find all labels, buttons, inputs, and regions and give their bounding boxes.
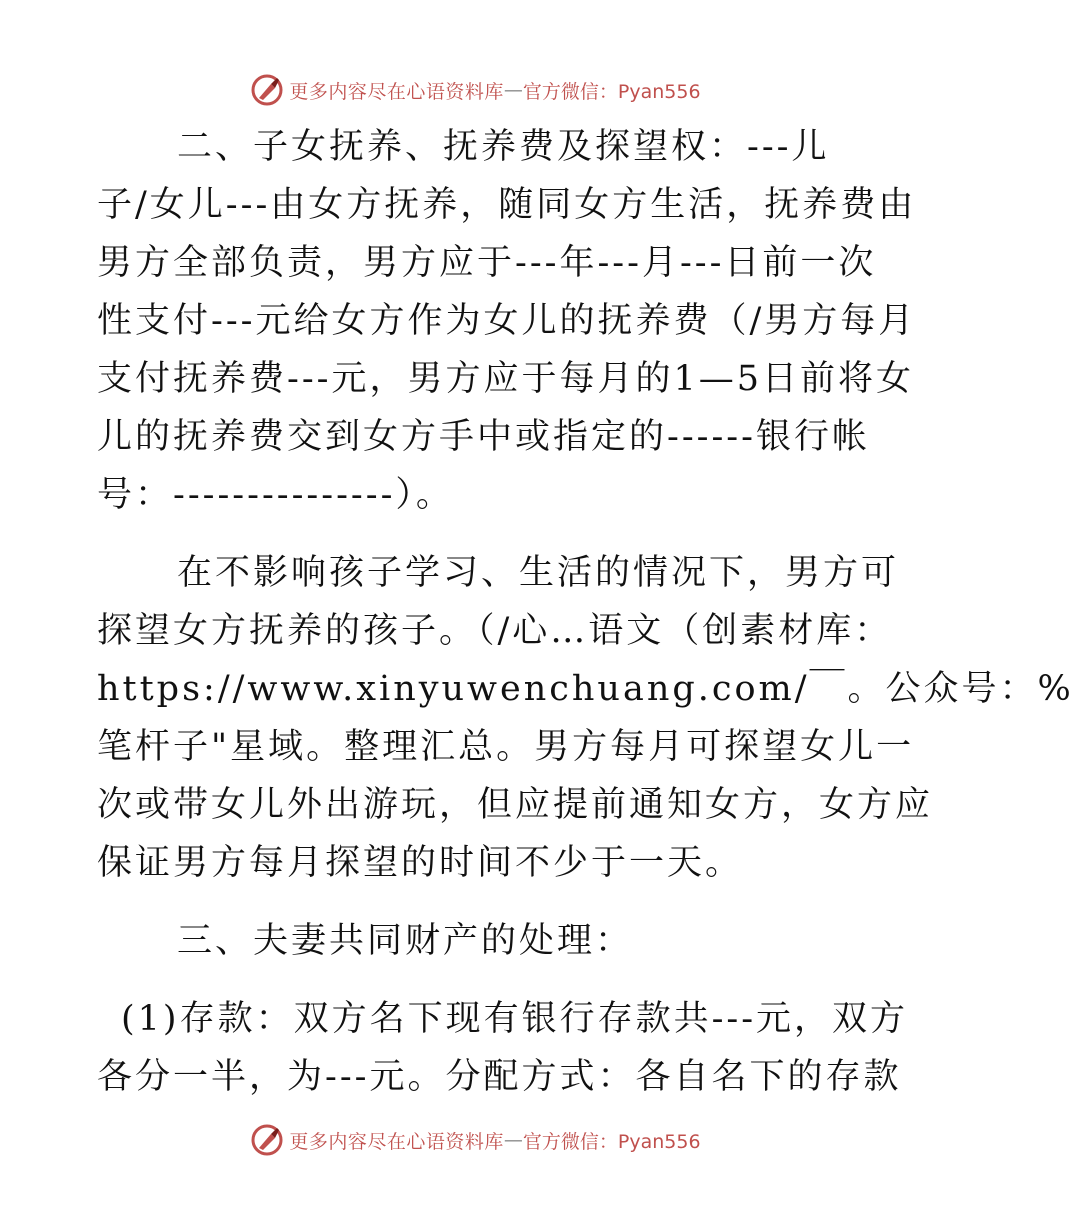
banner-wechat: 官方微信：Pyan556 [522, 1130, 701, 1153]
text-line: https://www.xinyuwenchuang.com/￣。公众号：% [97, 669, 1074, 709]
banner-text: 更多内容尽在心语资料库 [289, 80, 504, 103]
text-line: 在不影响孩子学习、生活的情况下，男方可 [177, 553, 900, 593]
header-banner [0, 72, 950, 108]
text-line: 各分一半，为---元。分配方式：各自名下的存款 [97, 1057, 902, 1097]
text-line: 号：---------------）。 [97, 475, 454, 515]
text-line: 次或带女儿外出游玩，但应提前通知女方，女方应 [97, 785, 934, 825]
text-line: 男方全部负责，男方应于---年---月---日前一次 [97, 243, 877, 283]
text-line: 二、子女抚养、抚养费及探望权：---儿 [177, 127, 830, 167]
pen-logo-icon [249, 1122, 285, 1158]
text-line: (1)存款：双方名下现有银行存款共---元，双方 [121, 999, 909, 1039]
text-line: 儿的抚养费交到女方手中或指定的------银行帐 [97, 417, 870, 457]
text-line: 性支付---元给女方作为女儿的抚养费（/男方每月 [97, 301, 917, 341]
footer-banner [0, 1122, 950, 1158]
text-line: 子/女儿---由女方抚养，随同女方生活，抚养费由 [97, 185, 917, 225]
banner-separator: — [503, 79, 523, 101]
text-line: 探望女方抚养的孩子。（/心…语文（创素材库： [97, 611, 893, 651]
paragraph-property-heading [97, 912, 857, 970]
banner-text: 更多内容尽在心语资料库 [289, 1130, 504, 1153]
paragraph-deposits [97, 990, 909, 1106]
paragraph-visitation [97, 544, 1074, 892]
banner-wechat: 官方微信：Pyan556 [522, 80, 701, 103]
pen-logo-icon [249, 72, 285, 108]
document-body [97, 118, 1074, 1106]
paragraph-custody [97, 118, 917, 524]
text-line: 支付抚养费---元，男方应于每月的1—5日前将女 [97, 359, 915, 399]
text-line: 保证男方每月探望的时间不少于一天。 [97, 843, 744, 883]
text-line: 笔杆子"星域。整理汇总。男方每月可探望女儿一 [97, 727, 915, 767]
banner-separator: — [503, 1129, 523, 1151]
section-heading: 三、夫妻共同财产的处理： [177, 921, 634, 961]
